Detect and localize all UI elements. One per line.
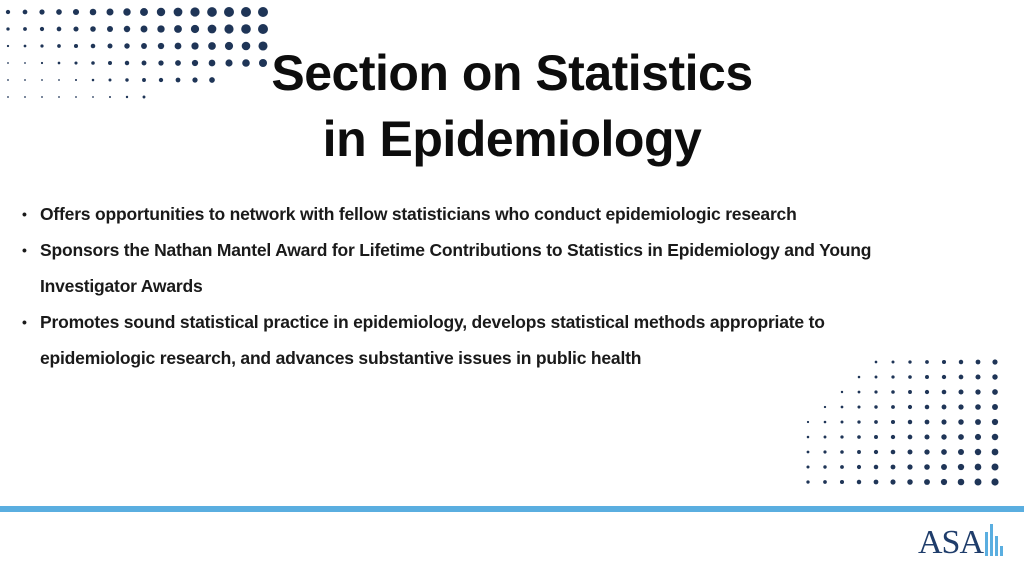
pattern-dot xyxy=(992,404,998,410)
pattern-dot xyxy=(992,434,999,441)
pattern-dot xyxy=(992,419,998,425)
bullet-text-continued: Investigator Awards xyxy=(40,276,203,296)
pattern-dot xyxy=(924,449,929,454)
pattern-dot xyxy=(891,390,895,394)
bullet-list xyxy=(22,196,982,376)
pattern-dot xyxy=(908,390,912,394)
pattern-dot xyxy=(824,406,826,408)
pattern-dot xyxy=(874,420,878,424)
pattern-dot xyxy=(924,434,929,439)
pattern-dot xyxy=(857,450,861,454)
pattern-dot xyxy=(841,421,844,424)
pattern-dot xyxy=(958,419,964,425)
bullet-text: Promotes sound statistical practice in epidemiology, develops statistical methods appropriate to xyxy=(40,312,825,332)
pattern-dot xyxy=(941,434,946,439)
pattern-dot xyxy=(806,465,809,468)
pattern-dot xyxy=(841,406,844,409)
pattern-dot xyxy=(991,463,998,470)
pattern-dot xyxy=(874,390,877,393)
asa-logo xyxy=(918,522,1010,564)
pattern-dot xyxy=(958,449,964,455)
title-line-1: Section on Statistics xyxy=(271,45,753,101)
bullet-text: Offers opportunities to network with fellow statisticians who conduct epidemiologic research xyxy=(40,204,797,224)
pattern-dot xyxy=(891,465,896,470)
pattern-dot xyxy=(891,450,896,455)
pattern-dot xyxy=(992,449,999,456)
pattern-dot xyxy=(874,405,877,408)
pattern-dot xyxy=(874,435,878,439)
pattern-dot xyxy=(858,391,861,394)
pattern-dot xyxy=(925,405,930,410)
pattern-dot xyxy=(958,464,964,470)
pattern-dot xyxy=(840,465,844,469)
bullet-item xyxy=(22,196,982,232)
pattern-dot xyxy=(857,465,861,469)
pattern-dot xyxy=(941,449,947,455)
pattern-dot xyxy=(925,390,929,394)
bullet-text-continued: epidemiologic research, and advances substantive issues in public health xyxy=(40,348,642,368)
pattern-dot xyxy=(857,480,861,484)
pattern-dot xyxy=(857,405,860,408)
pattern-dot xyxy=(891,435,895,439)
pattern-dot xyxy=(858,376,861,379)
pattern-dot xyxy=(959,390,964,395)
pattern-dot xyxy=(823,480,827,484)
pattern-dot xyxy=(874,465,879,470)
footer-rule xyxy=(0,506,1024,512)
pattern-dot xyxy=(975,464,982,471)
bullet-item xyxy=(22,304,982,376)
pattern-dot xyxy=(907,464,912,469)
bullet-icon: • xyxy=(22,314,27,330)
pattern-dot xyxy=(991,478,998,485)
bullet-text: Sponsors the Nathan Mantel Award for Lifetime Contributions to Statistics in Epidemiology and Young xyxy=(40,240,872,260)
pattern-dot xyxy=(958,404,963,409)
pattern-dot xyxy=(941,419,946,424)
bullet-icon: • xyxy=(22,242,27,258)
pattern-dot xyxy=(841,391,843,393)
pattern-dot xyxy=(924,479,930,485)
pattern-dot xyxy=(807,421,809,423)
pattern-dot xyxy=(840,480,844,484)
pattern-dot xyxy=(908,420,912,424)
pattern-dot xyxy=(824,421,827,424)
pattern-dot xyxy=(907,479,913,485)
pattern-dot xyxy=(891,420,895,424)
pattern-dot xyxy=(806,480,809,483)
pattern-dot xyxy=(924,464,930,470)
pattern-dot xyxy=(958,434,964,440)
pattern-dot xyxy=(874,480,879,485)
pattern-dot xyxy=(992,374,997,379)
pattern-dot xyxy=(941,464,947,470)
pattern-dot xyxy=(958,479,965,486)
pattern-dot xyxy=(807,451,810,454)
pattern-dot xyxy=(840,450,844,454)
pattern-dot xyxy=(908,450,913,455)
pattern-dot xyxy=(925,420,930,425)
pattern-dot xyxy=(840,435,843,438)
pattern-dot xyxy=(823,465,826,468)
pattern-dot xyxy=(975,479,982,486)
pattern-dot xyxy=(857,435,861,439)
title-line-2: in Epidemiology xyxy=(322,111,702,167)
pattern-dot xyxy=(908,435,913,440)
pattern-dot xyxy=(975,404,981,410)
bullet-item xyxy=(22,232,982,304)
slide-title xyxy=(0,40,1024,172)
pattern-dot xyxy=(941,479,947,485)
pattern-dot xyxy=(975,449,981,455)
bullet-icon: • xyxy=(22,206,27,222)
pattern-dot xyxy=(807,436,810,439)
pattern-dot xyxy=(908,405,912,409)
pattern-dot xyxy=(891,405,895,409)
pattern-dot xyxy=(823,450,826,453)
pattern-dot xyxy=(975,419,981,425)
logo-text: ASA xyxy=(918,524,984,561)
pattern-dot xyxy=(890,479,895,484)
pattern-dot xyxy=(975,434,981,440)
pattern-dot xyxy=(942,405,947,410)
pattern-dot xyxy=(942,390,947,395)
pattern-dot xyxy=(975,389,980,394)
pattern-dot xyxy=(857,420,860,423)
pattern-dot xyxy=(992,359,997,364)
pattern-dot xyxy=(992,389,998,395)
asa-logo-bars-icon xyxy=(918,522,1010,564)
pattern-dot xyxy=(874,450,878,454)
pattern-dot xyxy=(824,436,827,439)
